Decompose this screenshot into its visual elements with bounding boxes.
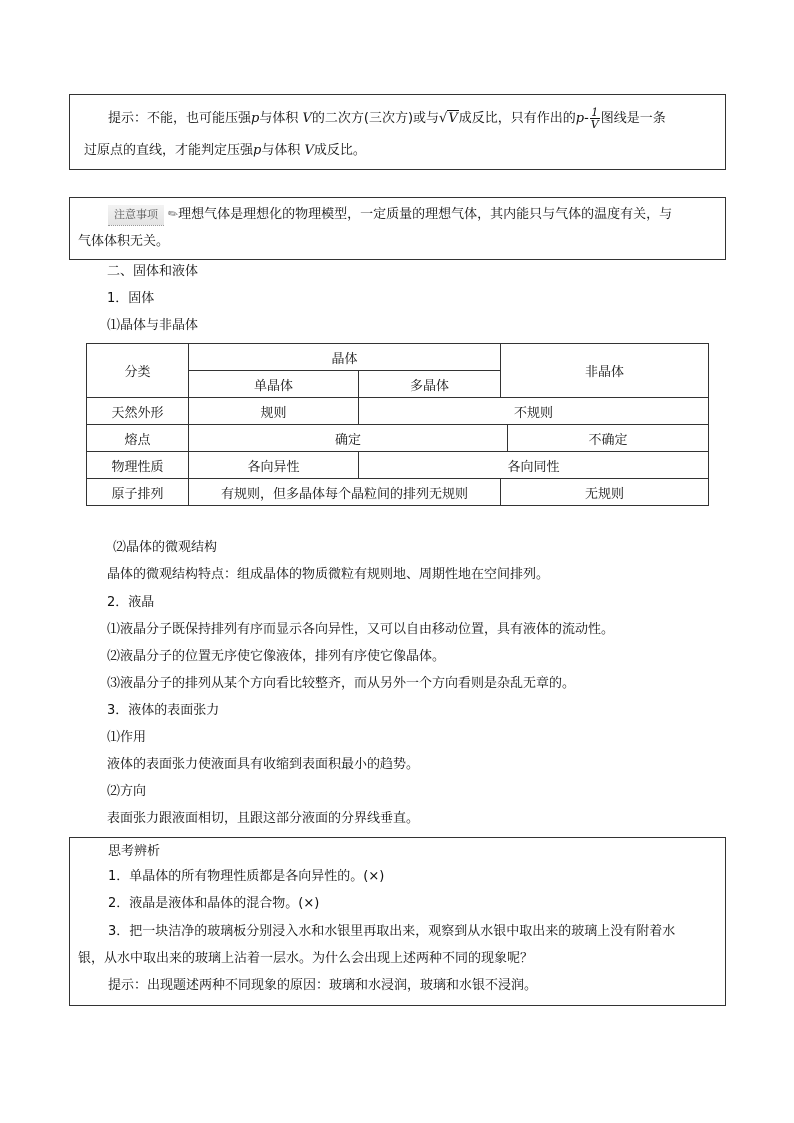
tip-box — [69, 94, 726, 170]
table-row: 熔点 确定 不确定 — [87, 425, 709, 452]
table-row: 物理性质 各向异性 各向同性 — [87, 452, 709, 479]
sqrt-V: √V — [439, 111, 458, 126]
liquid-crystal-point-1: ⑴液晶分子既保持排列有序而显示各向异性，又可以自由移动位置，具有液体的流动性。 — [107, 622, 615, 637]
surface-tension-direction-text: 表面张力跟液面相切，且跟这部分液面的分界线垂直。 — [107, 811, 420, 826]
table-header-noncrystal: 非晶体 — [501, 344, 709, 398]
think-question-3a: 3．把一块洁净的玻璃板分别浸入水和水银里再取出来，观察到从水银中取出来的玻璃上没有附着水 — [108, 924, 676, 939]
table-header-crystal: 晶体 — [189, 344, 501, 371]
surface-tension-effect-text: 液体的表面张力使液面具有收缩到表面积最小的趋势。 — [107, 757, 420, 772]
note-line-2: 气体体积无关。 — [78, 234, 170, 249]
liquid-crystal-point-3: ⑶液晶分子的排列从某个方向看比较整齐，而从另外一个方向看则是杂乱无章的。 — [107, 676, 576, 691]
table-row: 原子排列 有规则，但多晶体每个晶粒间的排列无规则 无规则 — [87, 479, 709, 506]
think-title: 思考辨析 — [108, 844, 161, 859]
section-heading: 二、固体和液体 — [107, 264, 199, 279]
surface-tension-effect: ⑴作用 — [107, 730, 147, 745]
note-line-1: 注意事项 ✎理想气体是理想化的物理模型，一定质量的理想气体，其内能只与气体的温度有关，与 — [108, 204, 672, 226]
pen-icon: ✎ — [164, 205, 182, 223]
liquid-crystal-title: 2．液晶 — [107, 595, 155, 610]
fraction-1-over-V: $\frac{1}{V}$ — [590, 106, 599, 131]
table-row: 天然外形 规则 不规则 — [87, 398, 709, 425]
subsection-crystal-noncrystal: ⑴晶体与非晶体 — [107, 318, 199, 333]
symbol-p: p — [251, 111, 260, 126]
think-box — [69, 837, 726, 1006]
think-answer: 提示：出现题述两种不同现象的原因：玻璃和水浸润，玻璃和水银不浸润。 — [108, 978, 538, 993]
think-question-2: 2．液晶是液体和晶体的混合物。(×) — [108, 896, 320, 911]
micro-structure-title: ⑵晶体的微观结构 — [113, 540, 218, 555]
crystal-table — [86, 343, 709, 506]
symbol-V: V — [302, 111, 312, 126]
think-question-3b: 银，从水中取出来的玻璃上沾着一层水。为什么会出现上述两种不同的现象呢？ — [78, 951, 534, 966]
table-header-category: 分类 — [87, 344, 189, 398]
subsection-solid: 1．固体 — [107, 291, 155, 306]
surface-tension-title: 3．液体的表面张力 — [107, 703, 220, 718]
table-header-single-crystal: 单晶体 — [189, 371, 359, 398]
tip-line-1: 提示：不能，也可能压强p与体积 V的二次方(三次方)或与√V成反比，只有作出的p- $\frac{1}{V}$ 图线是一条 — [108, 106, 666, 131]
surface-tension-direction: ⑵方向 — [107, 784, 147, 799]
liquid-crystal-point-2: ⑵液晶分子的位置无序使它像液体，排列有序使它像晶体。 — [107, 649, 446, 664]
note-badge: 注意事项 — [108, 205, 164, 226]
note-box — [69, 197, 726, 260]
table-header-polycrystal: 多晶体 — [359, 371, 501, 398]
tip-line-2: 过原点的直线，才能判定压强p与体积 V成反比。 — [84, 143, 366, 158]
micro-structure-text: 晶体的微观结构特点：组成晶体的物质微粒有规则地、周期性地在空间排列。 — [107, 567, 550, 582]
think-question-1: 1．单晶体的所有物理性质都是各向异性的。(×) — [108, 869, 385, 884]
